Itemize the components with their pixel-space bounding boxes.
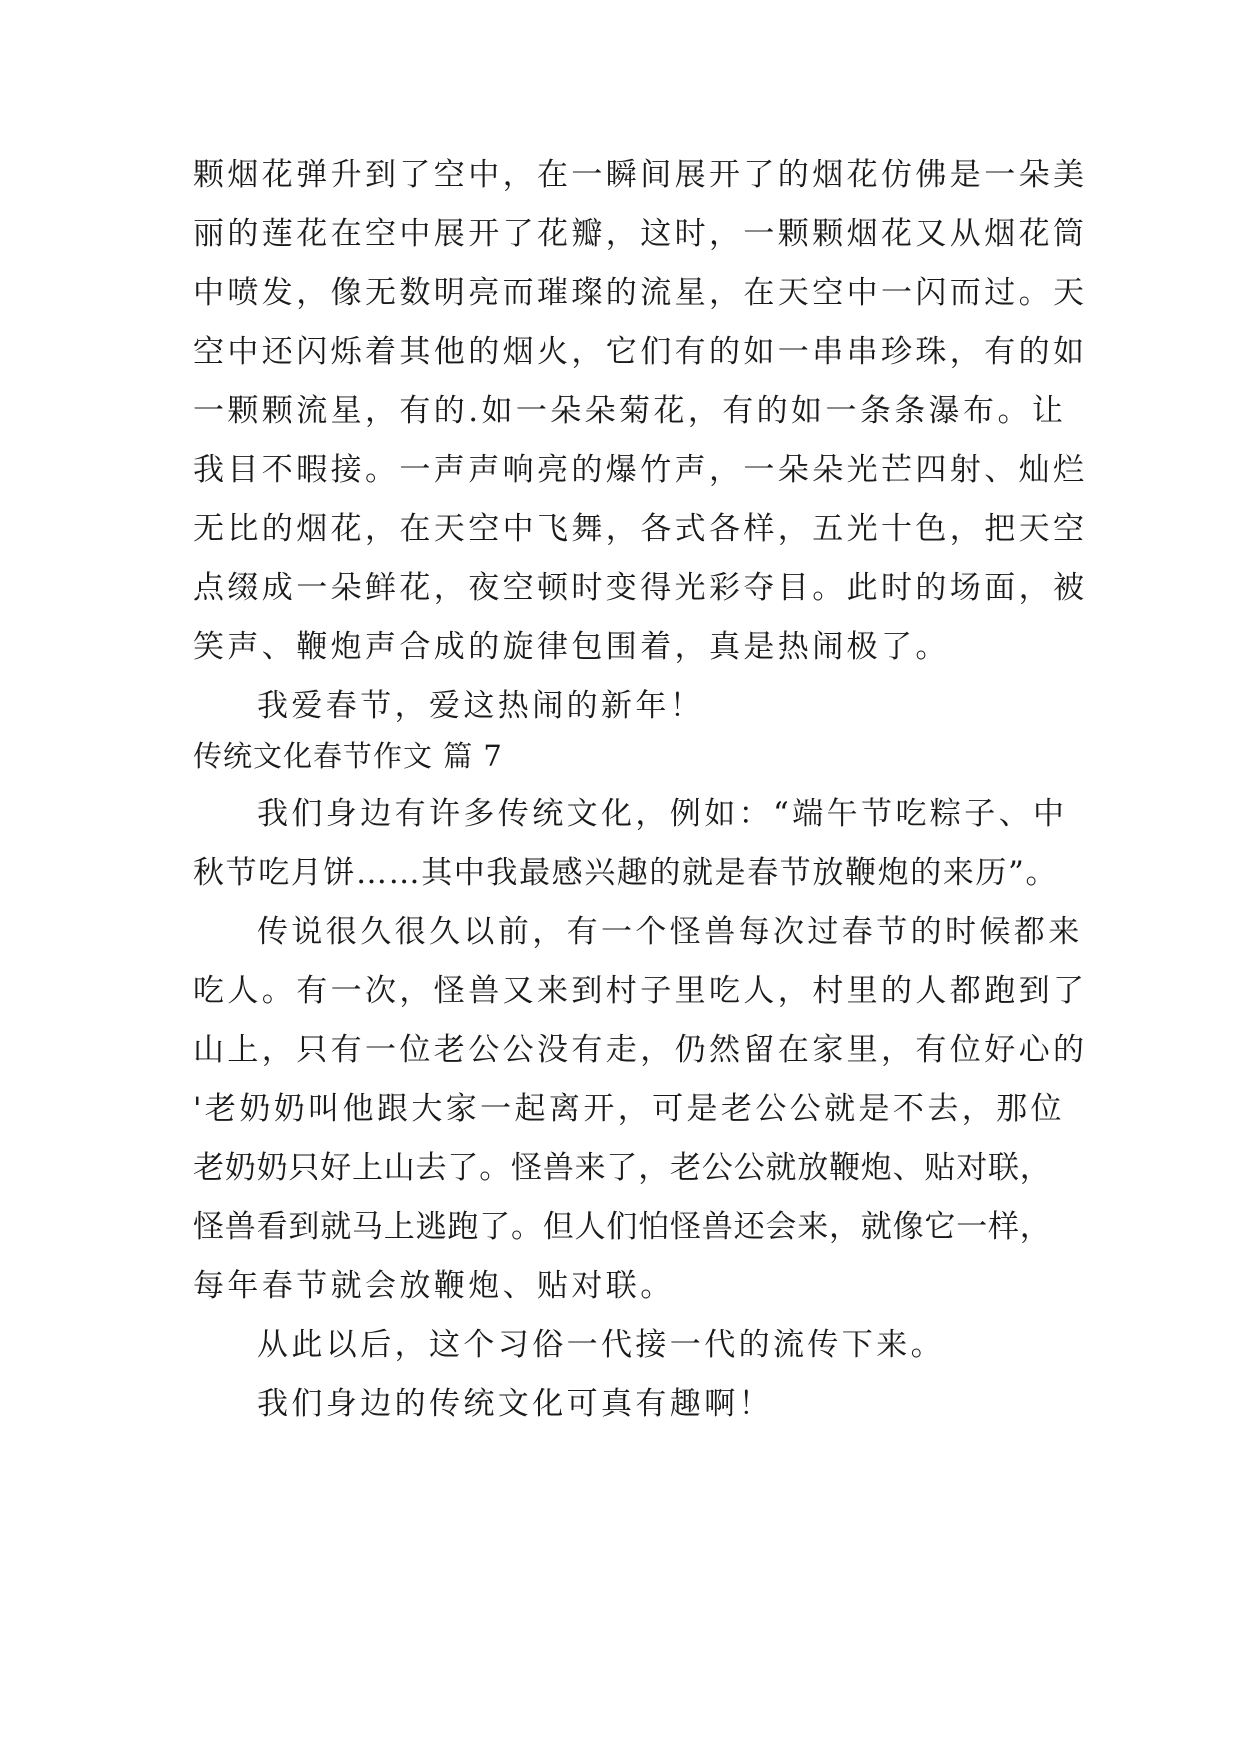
paragraph-line: 一颗颗流星，有的.如一朵朵菊花，有的如一条条瀑布。让	[193, 393, 1067, 429]
paragraph-line: 丽的莲花在空中展开了花瓣，这时，一颗颗烟花又从烟花筒	[193, 216, 1088, 252]
paragraph-line: '老奶奶叫他跟大家一起离开，可是老公公就是不去，那位	[193, 1091, 1065, 1127]
paragraph-line: 从此以后，这个习俗一代接一代的流传下来。	[257, 1327, 945, 1363]
section-heading: 传统文化春节作文 篇 7	[193, 739, 503, 773]
paragraph-line: 我们身边的传统文化可真有趣啊！	[257, 1386, 773, 1422]
paragraph-line: 每年春节就会放鞭炮、贴对联。	[193, 1268, 675, 1304]
paragraph-line: 吃人。有一次，怪兽又来到村子里吃人，村里的人都跑到了	[193, 973, 1088, 1009]
paragraph-line: 笑声、鞭炮声合成的旋律包围着，真是热闹极了。	[193, 629, 950, 665]
paragraph-line: 中喷发，像无数明亮而璀璨的流星，在天空中一闪而过。天	[193, 275, 1088, 311]
paragraph-line: 秋节吃月饼……其中我最感兴趣的就是春节放鞭炮的来历”。	[193, 855, 1059, 891]
paragraph-line: 传说很久很久以前，有一个怪兽每次过春节的时候都来	[257, 914, 1083, 950]
paragraph-line: 我爱春节，爱这热闹的新年！	[257, 688, 705, 724]
paragraph-line: 无比的烟花，在天空中飞舞，各式各样，五光十色，把天空	[193, 511, 1088, 547]
paragraph-line: 颗烟花弹升到了空中，在一瞬间展开了的烟花仿佛是一朵美	[193, 157, 1088, 193]
paragraph-line: 老奶奶只好上山去了。怪兽来了，老公公就放鞭炮、贴对联，	[193, 1150, 1052, 1186]
paragraph-line: 空中还闪烁着其他的烟火，它们有的如一串串珍珠，有的如	[193, 334, 1088, 370]
paragraph-line: 怪兽看到就马上逃跑了。但人们怕怪兽还会来，就像它一样，	[193, 1209, 1052, 1245]
document-body	[193, 155, 1088, 1443]
paragraph-line: 点缀成一朵鲜花，夜空顿时变得光彩夺目。此时的场面，被	[193, 570, 1088, 606]
paragraph-line: 山上，只有一位老公公没有走，仍然留在家里，有位好心的	[193, 1032, 1088, 1068]
paragraph-line: 我目不暇接。一声声响亮的爆竹声，一朵朵光芒四射、灿烂	[193, 452, 1088, 488]
paragraph-line: 我们身边有许多传统文化，例如：“端午节吃粽子、中	[257, 796, 1068, 832]
